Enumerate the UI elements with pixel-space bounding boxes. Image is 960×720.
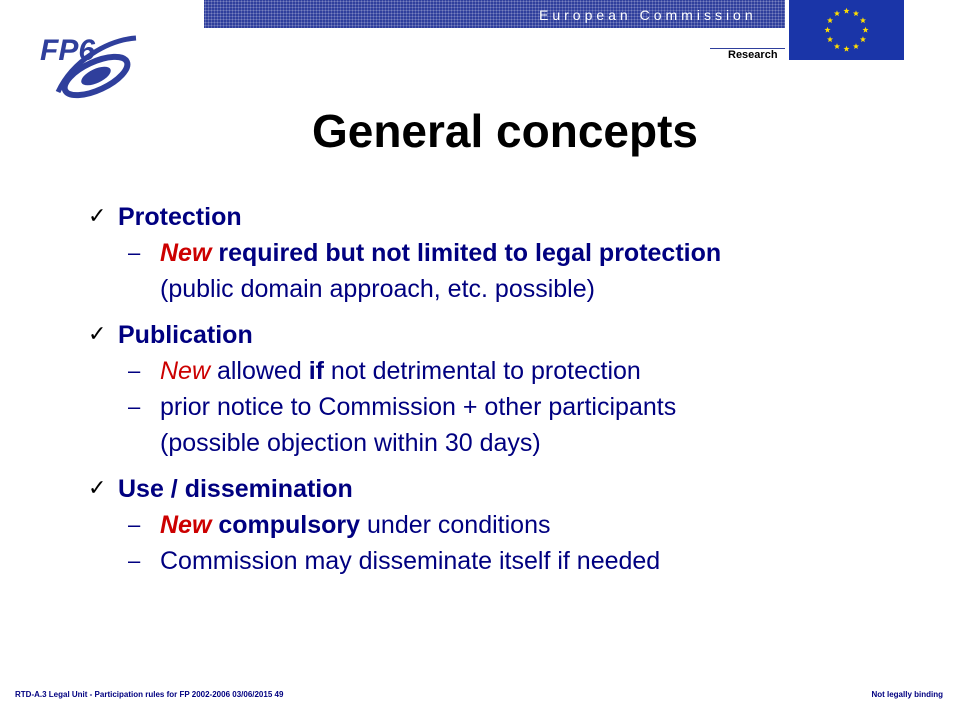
header-band bbox=[204, 0, 785, 28]
fp6-logo bbox=[38, 30, 148, 100]
eu-star-icon bbox=[862, 27, 868, 33]
eu-star-icon bbox=[860, 36, 866, 42]
item-text-line1: Commission may disseminate itself if needed bbox=[160, 547, 661, 575]
item-text: under conditions bbox=[360, 511, 551, 539]
dash-icon: – bbox=[128, 358, 141, 383]
section-heading-text: Use / dissemination bbox=[118, 475, 353, 503]
item-text-bold: compulsory bbox=[211, 511, 361, 539]
list-item bbox=[88, 507, 938, 543]
section-heading bbox=[88, 317, 938, 353]
item-text: not detrimental to protection bbox=[323, 357, 641, 385]
item-text: allowed bbox=[210, 357, 309, 385]
eu-star-icon bbox=[824, 27, 830, 33]
eu-star-icon bbox=[827, 17, 833, 23]
eu-star-icon bbox=[853, 43, 859, 49]
dash-icon: – bbox=[128, 240, 141, 265]
eu-star-icon bbox=[834, 43, 840, 49]
section-publication bbox=[88, 317, 938, 461]
list-item bbox=[88, 543, 938, 579]
dash-icon: – bbox=[128, 394, 141, 419]
eu-star-icon bbox=[827, 36, 833, 42]
dash-icon: – bbox=[128, 548, 141, 573]
check-icon: ✓ bbox=[88, 204, 107, 229]
section-heading-text: Publication bbox=[118, 321, 253, 349]
footer-source: RTD-A.3 Legal Unit - Participation rules for FP 2002-2006 03/06/2015 49 bbox=[15, 690, 284, 699]
fp6-logo-text: FP6 bbox=[40, 34, 96, 67]
section-heading bbox=[88, 471, 938, 507]
organization-name: European Commission bbox=[539, 7, 757, 23]
item-text-bold: if bbox=[308, 357, 324, 385]
eu-star-icon bbox=[843, 8, 849, 14]
new-label: New bbox=[160, 239, 212, 267]
section-heading-text: Protection bbox=[118, 203, 242, 231]
item-text-line2: (possible objection within 30 days) bbox=[160, 429, 541, 457]
list-item bbox=[88, 353, 938, 389]
list-item bbox=[88, 235, 938, 307]
item-text: required but not limited to legal protection bbox=[211, 239, 722, 267]
section-heading bbox=[88, 199, 938, 235]
footer-disclaimer: Not legally binding bbox=[871, 690, 943, 699]
dash-icon: – bbox=[128, 512, 141, 537]
eu-star-icon bbox=[834, 10, 840, 16]
section-protection bbox=[88, 199, 938, 307]
eu-star-icon bbox=[853, 10, 859, 16]
eu-flag-icon bbox=[789, 0, 904, 60]
check-icon: ✓ bbox=[88, 476, 107, 501]
content-area bbox=[88, 199, 938, 589]
new-label: New bbox=[160, 357, 211, 385]
item-text-line2: (public domain approach, etc. possible) bbox=[160, 275, 595, 303]
eu-star-icon bbox=[860, 17, 866, 23]
section-use-dissemination bbox=[88, 471, 938, 579]
list-item bbox=[88, 389, 938, 461]
page-title: General concepts bbox=[311, 105, 699, 157]
new-label: New bbox=[160, 511, 212, 539]
check-icon: ✓ bbox=[88, 322, 107, 347]
department-name: Research bbox=[728, 49, 778, 61]
eu-star-icon bbox=[843, 46, 849, 52]
item-text-line1: prior notice to Commission + other participants bbox=[160, 393, 677, 421]
